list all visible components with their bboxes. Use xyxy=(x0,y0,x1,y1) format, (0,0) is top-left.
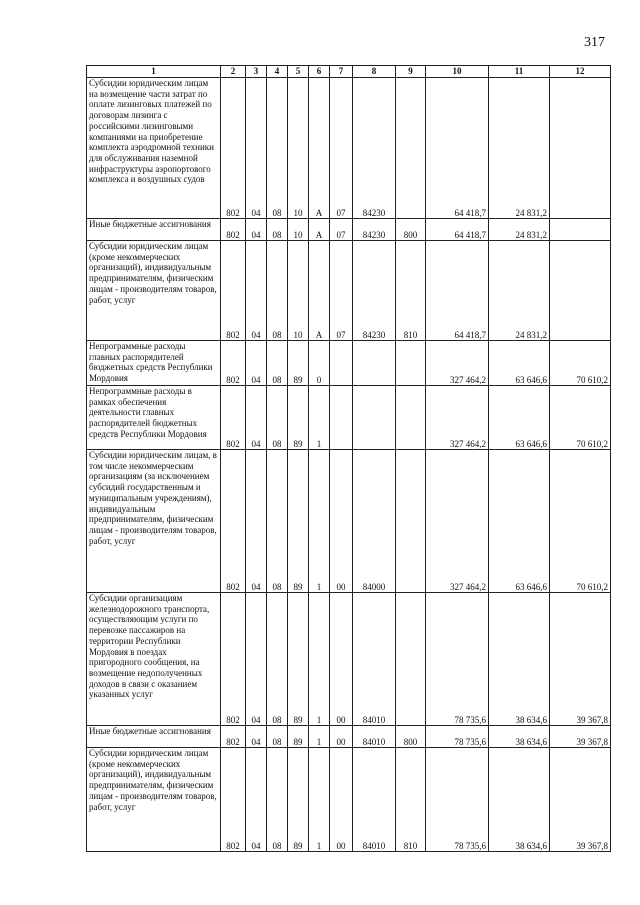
cell-code: 84010 xyxy=(353,748,396,852)
cell-code: 04 xyxy=(246,219,267,241)
row-description: Субсидии юридическим лицам (кроме некоммерческих организаций), индивидуальным предпринимателям, физическим лицам - производителям товаров, работ, услуг xyxy=(87,748,221,852)
cell-code: 89 xyxy=(288,450,309,593)
cell-code: 00 xyxy=(330,748,353,852)
cell-code: 08 xyxy=(267,219,288,241)
cell-code: 08 xyxy=(267,593,288,726)
table-row xyxy=(87,341,611,386)
cell-code: 89 xyxy=(288,386,309,450)
cell-code: 802 xyxy=(221,450,246,593)
cell-code: 04 xyxy=(246,78,267,219)
cell-code: 802 xyxy=(221,593,246,726)
col-header: 11 xyxy=(489,66,550,78)
cell-code: 08 xyxy=(267,748,288,852)
cell-code: 00 xyxy=(330,726,353,748)
cell-code: 10 xyxy=(288,78,309,219)
row-description: Субсидии организациям железнодорожного транспорта, осуществляющим услуги по перевозке пассажиров на территории Республики Мордовия в поездах пригородного сообщения, на возмещение недополученных доходов в связи с оказанием указанных услуг xyxy=(87,593,221,726)
cell-code xyxy=(396,341,426,386)
cell-code: 1 xyxy=(309,726,330,748)
cell-amount: 64 418,7 xyxy=(426,219,489,241)
cell-code: 04 xyxy=(246,593,267,726)
cell-code: 89 xyxy=(288,341,309,386)
cell-code: 00 xyxy=(330,450,353,593)
cell-amount: 63 646,6 xyxy=(489,386,550,450)
cell-code: 1 xyxy=(309,593,330,726)
cell-code: 08 xyxy=(267,241,288,341)
table-row xyxy=(87,726,611,748)
col-header: 8 xyxy=(353,66,396,78)
cell-code: А xyxy=(309,78,330,219)
cell-code xyxy=(396,386,426,450)
cell-amount: 78 735,6 xyxy=(426,748,489,852)
budget-table xyxy=(86,65,611,852)
cell-amount: 38 634,6 xyxy=(489,726,550,748)
cell-code: 08 xyxy=(267,386,288,450)
cell-code: 802 xyxy=(221,726,246,748)
cell-code: 08 xyxy=(267,450,288,593)
table-row xyxy=(87,748,611,852)
col-header: 3 xyxy=(246,66,267,78)
cell-code: 802 xyxy=(221,241,246,341)
col-header: 9 xyxy=(396,66,426,78)
cell-amount: 78 735,6 xyxy=(426,593,489,726)
cell-code: 08 xyxy=(267,78,288,219)
cell-code: 84000 xyxy=(353,450,396,593)
cell-amount: 38 634,6 xyxy=(489,748,550,852)
cell-code: 802 xyxy=(221,219,246,241)
cell-code: 10 xyxy=(288,241,309,341)
row-description: Непрограммные расходы главных распорядителей бюджетных средств Республики Мордовия xyxy=(87,341,221,386)
cell-code xyxy=(353,386,396,450)
table-row xyxy=(87,593,611,726)
cell-code xyxy=(396,593,426,726)
cell-code: 84230 xyxy=(353,219,396,241)
cell-code: 802 xyxy=(221,341,246,386)
col-header: 2 xyxy=(221,66,246,78)
cell-code xyxy=(396,450,426,593)
header-row xyxy=(87,66,611,78)
cell-code: А xyxy=(309,219,330,241)
cell-amount: 24 831,2 xyxy=(489,78,550,219)
cell-code xyxy=(330,341,353,386)
cell-amount: 78 735,6 xyxy=(426,726,489,748)
cell-amount: 70 610,2 xyxy=(550,450,611,593)
cell-amount xyxy=(550,219,611,241)
cell-code: 800 xyxy=(396,726,426,748)
cell-code: 07 xyxy=(330,241,353,341)
cell-code: 802 xyxy=(221,386,246,450)
cell-code: А xyxy=(309,241,330,341)
cell-code: 802 xyxy=(221,748,246,852)
cell-amount: 64 418,7 xyxy=(426,241,489,341)
cell-code: 802 xyxy=(221,78,246,219)
cell-code: 1 xyxy=(309,748,330,852)
cell-code: 800 xyxy=(396,219,426,241)
row-description: Субсидии юридическим лицам, в том числе некоммерческим организациям (за исключением субсидий государственным и муниципальным учреждениям), индивидуальным предпринимателям, физическим лицам - производителям товаров, работ, услуг xyxy=(87,450,221,593)
col-header: 7 xyxy=(330,66,353,78)
cell-code: 1 xyxy=(309,386,330,450)
cell-code xyxy=(396,78,426,219)
cell-code: 00 xyxy=(330,593,353,726)
row-description: Субсидии юридическим лицам на возмещение части затрат по оплате лизинговых платежей по договорам лизинга с российскими лизинговыми компаниями на приобретение комплекта аэродромной техники для обслуживания наземной инфраструктуры аэропортового комплекса и воздушных судов xyxy=(87,78,221,219)
cell-code: 04 xyxy=(246,241,267,341)
col-header: 12 xyxy=(550,66,611,78)
row-description: Непрограммные расходы в рамках обеспечения деятельности главных распорядителей бюджетных средств Республики Мордовия xyxy=(87,386,221,450)
cell-code: 89 xyxy=(288,726,309,748)
table-row xyxy=(87,241,611,341)
cell-amount: 70 610,2 xyxy=(550,341,611,386)
cell-amount: 327 464,2 xyxy=(426,450,489,593)
cell-code: 08 xyxy=(267,341,288,386)
col-header: 4 xyxy=(267,66,288,78)
cell-code: 04 xyxy=(246,450,267,593)
row-description: Иные бюджетные ассигнования xyxy=(87,219,221,241)
col-header: 6 xyxy=(309,66,330,78)
cell-amount: 39 367,8 xyxy=(550,726,611,748)
cell-code: 10 xyxy=(288,219,309,241)
cell-code: 04 xyxy=(246,726,267,748)
cell-amount: 63 646,6 xyxy=(489,450,550,593)
cell-code: 1 xyxy=(309,450,330,593)
cell-amount xyxy=(550,241,611,341)
cell-code xyxy=(330,386,353,450)
table-row xyxy=(87,78,611,219)
cell-code: 89 xyxy=(288,593,309,726)
col-header: 5 xyxy=(288,66,309,78)
cell-code: 89 xyxy=(288,748,309,852)
cell-amount: 327 464,2 xyxy=(426,386,489,450)
cell-code: 810 xyxy=(396,241,426,341)
cell-amount: 24 831,2 xyxy=(489,241,550,341)
cell-amount: 39 367,8 xyxy=(550,748,611,852)
row-description: Иные бюджетные ассигнования xyxy=(87,726,221,748)
cell-code: 810 xyxy=(396,748,426,852)
table-row xyxy=(87,219,611,241)
cell-code: 07 xyxy=(330,219,353,241)
cell-amount: 39 367,8 xyxy=(550,593,611,726)
cell-code: 84230 xyxy=(353,241,396,341)
cell-code xyxy=(353,341,396,386)
cell-code: 04 xyxy=(246,386,267,450)
cell-code: 07 xyxy=(330,78,353,219)
table-row xyxy=(87,386,611,450)
row-description: Субсидии юридическим лицам (кроме некоммерческих организаций), индивидуальным предпринимателям, физическим лицам - производителям товаров, работ, услуг xyxy=(87,241,221,341)
cell-amount xyxy=(550,78,611,219)
cell-amount: 64 418,7 xyxy=(426,78,489,219)
cell-amount: 24 831,2 xyxy=(489,219,550,241)
cell-code: 04 xyxy=(246,748,267,852)
cell-amount: 70 610,2 xyxy=(550,386,611,450)
cell-amount: 63 646,6 xyxy=(489,341,550,386)
cell-amount: 38 634,6 xyxy=(489,593,550,726)
page-number: 317 xyxy=(584,35,605,50)
cell-amount: 327 464,2 xyxy=(426,341,489,386)
cell-code: 0 xyxy=(309,341,330,386)
cell-code: 08 xyxy=(267,726,288,748)
cell-code: 04 xyxy=(246,341,267,386)
col-header: 1 xyxy=(87,66,221,78)
col-header: 10 xyxy=(426,66,489,78)
table-row xyxy=(87,450,611,593)
cell-code: 84010 xyxy=(353,593,396,726)
cell-code: 84010 xyxy=(353,726,396,748)
cell-code: 84230 xyxy=(353,78,396,219)
